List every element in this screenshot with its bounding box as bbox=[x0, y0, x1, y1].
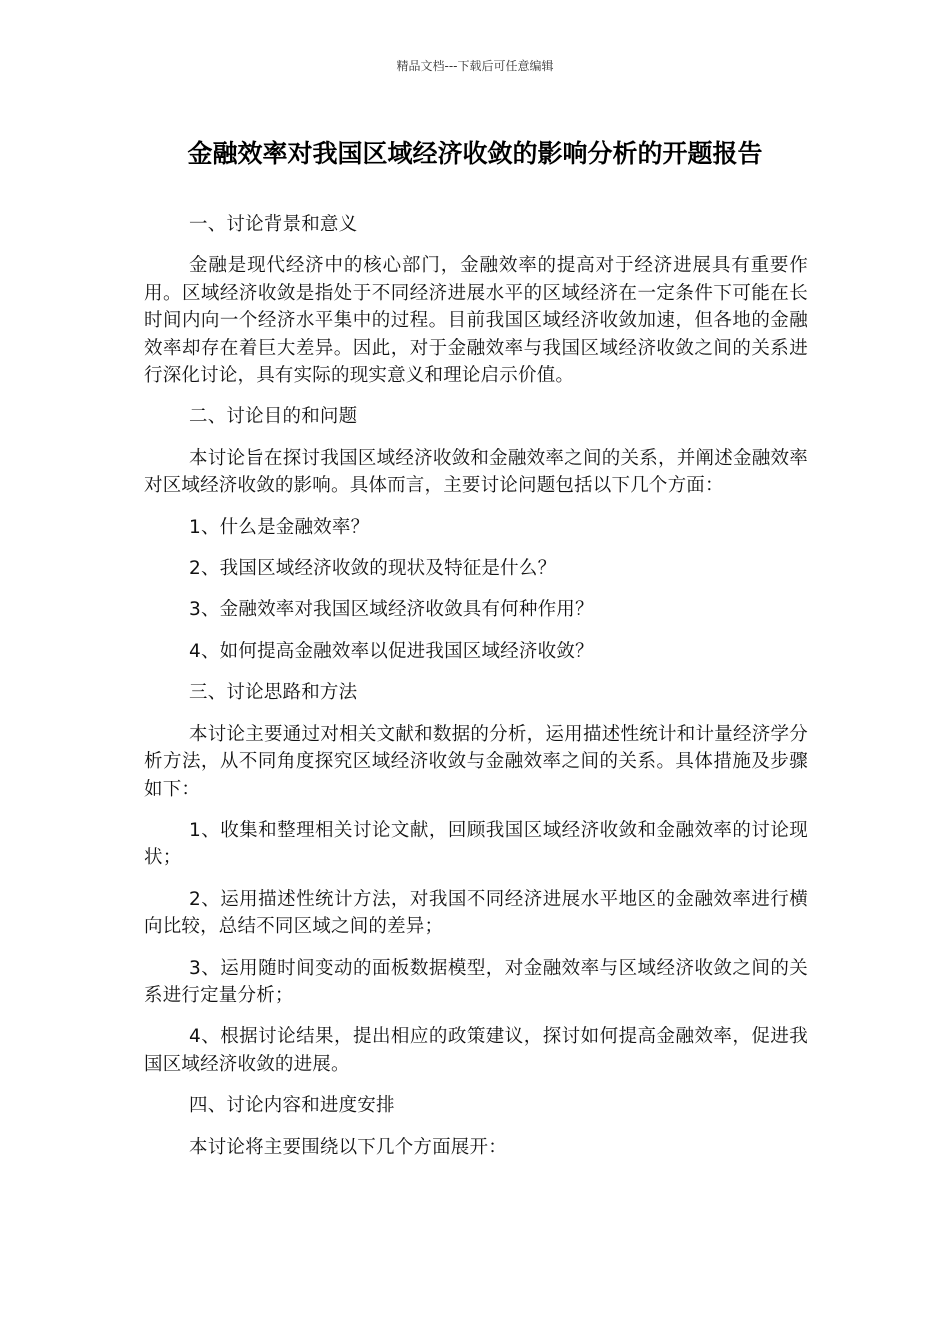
section-heading-purpose: 二、讨论目的和问题 bbox=[189, 406, 358, 428]
header-note: 精品文档---下载后可任意编辑 bbox=[396, 59, 554, 73]
question-item-1: 1、什么是金融效率？ bbox=[189, 516, 370, 538]
question-item-4: 4、如何提高金融效率以促进我国区域经济收敛？ bbox=[189, 640, 594, 662]
section-heading-background: 一、讨论背景和意义 bbox=[189, 214, 358, 235]
paragraph-content-intro: 本讨论将主要围绕以下几个方面展开： bbox=[189, 1136, 507, 1158]
document-body bbox=[144, 211, 808, 1175]
step-item-2: 2、运用描述性统计方法，对我国不同经济进展水平地区的金融效率进行横向比较，总结不同区域之间的差异； bbox=[144, 888, 808, 938]
section-heading-method: 三、讨论思路和方法 bbox=[189, 682, 358, 704]
paragraph-purpose: 本讨论旨在探讨我国区域经济收敛和金融效率之间的关系，并阐述金融效率对区域经济收敛的影响。具体而言，主要讨论问题包括以下几个方面： bbox=[144, 447, 808, 497]
step-item-3: 3、运用随时间变动的面板数据模型，对金融效率与区域经济收敛之间的关系进行定量分析； bbox=[144, 957, 808, 1006]
step-item-4: 4、根据讨论结果，提出相应的政策建议，探讨如何提高金融效率，促进我国区域经济收敛的进展。 bbox=[144, 1026, 808, 1075]
question-item-3: 3、金融效率对我国区域经济收敛具有何种作用？ bbox=[189, 599, 594, 621]
document-title: 金融效率对我国区域经济收敛的影响分析的开题报告 bbox=[187, 139, 763, 168]
section-heading-content: 四、讨论内容和进度安排 bbox=[189, 1095, 395, 1117]
paragraph-background: 金融是现代经济中的核心部门，金融效率的提高对于经济进展具有重要作用。区域经济收敛是指处于不同经济进展水平的区域经济在一定条件下可能在长时间内向一个经济水平集中的过程。目前我国区域经济收敛加速，但各地的金融效率却存在着巨大差异。因此，对于金融效率与我国区域经济收敛之间的关系进行深化讨论，具有实际的现实意义和理论启示价值。 bbox=[144, 255, 808, 387]
paragraph-method: 本讨论主要通过对相关文献和数据的分析，运用描述性统计和计量经济学分析方法，从不同角度探究区域经济收敛与金融效率之间的关系。具体措施及步骤如下： bbox=[144, 723, 808, 800]
step-item-1: 1、收集和整理相关讨论文献，回顾我国区域经济收敛和金融效率的讨论现状； bbox=[144, 819, 808, 869]
question-item-2: 2、我国区域经济收敛的现状及特征是什么？ bbox=[189, 558, 557, 580]
